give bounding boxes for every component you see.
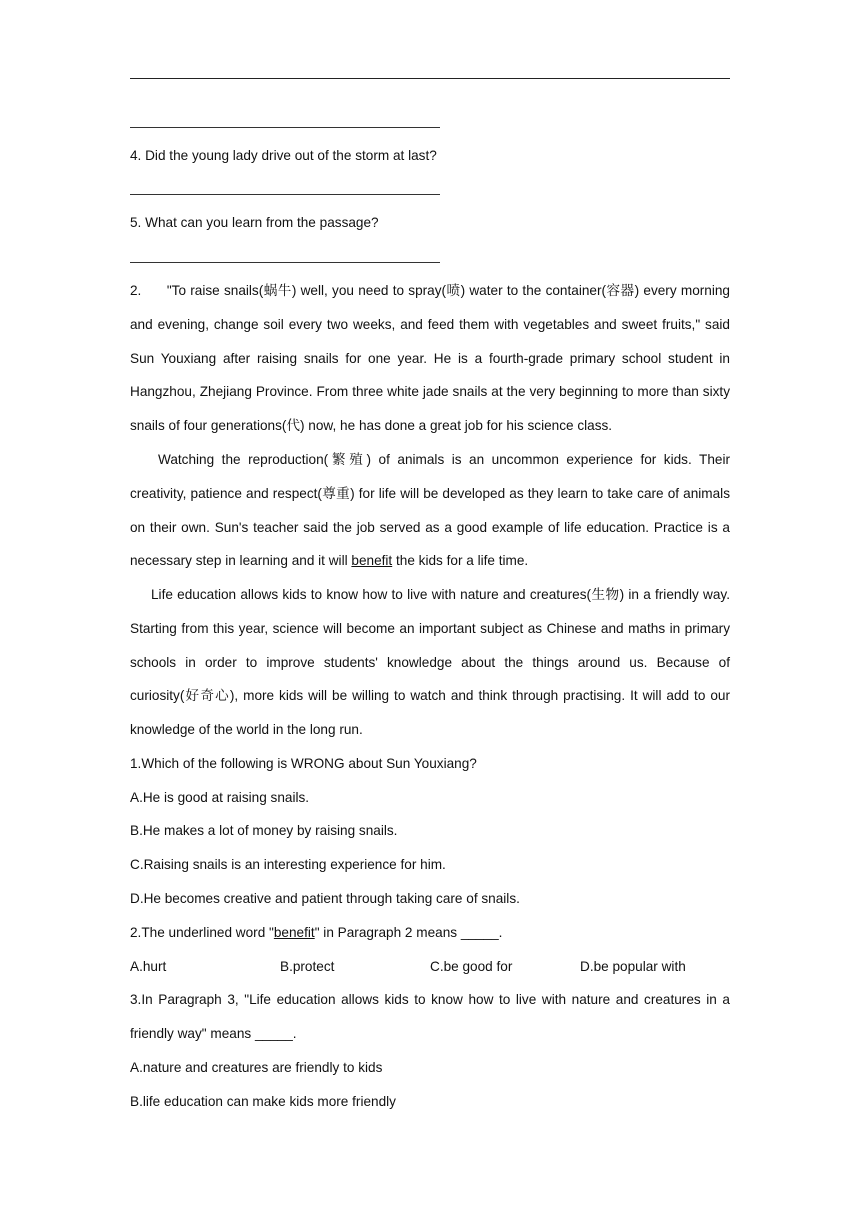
answer-blank-4: [130, 194, 440, 195]
q2-text-start: 2.The underlined word ": [130, 925, 274, 940]
q2-option-a: A.hurt: [130, 959, 167, 974]
q1-option-a: A.He is good at raising snails.: [130, 790, 310, 805]
q2-option-d: D.be popular with: [580, 959, 686, 974]
paragraph-2-text-start: Watching the reproduction(繁殖) of animals is an uncommon experience for kids. Their creativity, patience and respect(尊重) for life will be developed as they learn to take care of animals on their own. Sun's teacher said the job served as a good example of life education. Practice is a necessary step in learning and it will: [130, 452, 730, 569]
q1-option-c: C.Raising snails is an interesting experience for him.: [130, 857, 446, 872]
q2-option-c: C.be good for: [430, 959, 513, 974]
underlined-word-benefit: benefit: [351, 553, 393, 569]
answer-blank-3: [130, 127, 440, 128]
q3-option-b: B.life education can make kids more friendly: [130, 1094, 396, 1109]
q1-option-b: B.He makes a lot of money by raising snails.: [130, 823, 398, 838]
answer-line: [130, 78, 730, 79]
passage-paragraph-2: [130, 443, 730, 578]
q2-text-end: " in Paragraph 2 means _____.: [314, 925, 503, 940]
question-4: 4. Did the young lady drive out of the storm at last?: [130, 148, 437, 163]
passage-paragraph-1: 2. "To raise snails(蜗牛) well, you need to spray(喷) water to the container(容器) every morning and evening, change soil every two weeks, and feed them with vegetables and sweet fruits," said Sun Youxiang after raising snails for one year. He is a fourth-grade primary school student in Hangzhou, Zhejiang Province. From three white jade snails at the very beginning to more than sixty snails of four generations(代) now, he has done a great job for his science class.: [130, 283, 730, 434]
question-5: 5. What can you learn from the passage?: [130, 215, 379, 230]
passage-paragraph-3: Life education allows kids to know how to live with nature and creatures(生物) in a friendly way. Starting from this year, science will become an important subject as Chinese and maths in primary schools in order to improve students' knowledge about the things around us. Because of curiosity(好奇心), more kids will be willing to watch and think through practising. It will add to our knowledge of the world in the long run.: [130, 587, 730, 738]
question-3: 3.In Paragraph 3, "Life education allows kids to know how to live with nature and creatures in a friendly way" means _____.: [130, 992, 730, 1041]
paragraph-2-text-end: the kids for a life time.: [392, 553, 529, 569]
q2-option-b: B.protect: [280, 959, 335, 974]
question-1: 1.Which of the following is WRONG about Sun Youxiang?: [130, 756, 477, 771]
answer-blank-5: [130, 262, 440, 263]
q3-option-a: A.nature and creatures are friendly to kids: [130, 1060, 383, 1075]
question-2: [130, 923, 730, 943]
q2-underlined-word: benefit: [273, 925, 315, 940]
q1-option-d: D.He becomes creative and patient through taking care of snails.: [130, 891, 520, 906]
